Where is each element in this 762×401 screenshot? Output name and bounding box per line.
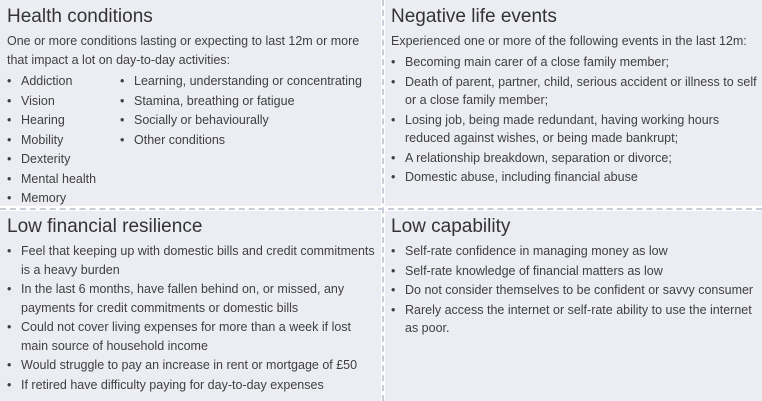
low-capability-title: Low capability xyxy=(391,216,511,237)
low-capability-list xyxy=(391,242,758,338)
list-item: • Could not cover living expenses for more than a week if lost main source of household income xyxy=(7,318,375,355)
list-item: • Do not consider themselves to be confident or savvy consumer xyxy=(391,281,758,300)
list-item: • Rarely access the internet or self-rate ability to use the internet as poor. xyxy=(391,301,758,338)
low-financial-resilience-list xyxy=(7,242,375,394)
list-item: • Memory xyxy=(7,189,120,206)
list-item: • Mobility xyxy=(7,131,120,150)
list-item: • In the last 6 months, have fallen behind on, or missed, any payments for credit commitments or domestic bills xyxy=(7,280,375,317)
low-capability-panel xyxy=(385,211,762,401)
health-conditions-columns xyxy=(7,72,375,206)
list-item: • Mental health xyxy=(7,170,120,189)
negative-life-events-list xyxy=(391,53,758,187)
list-item: • If retired have difficulty paying for day-to-day expenses xyxy=(7,376,375,395)
list-item: • Addiction xyxy=(7,72,120,91)
vertical-dashed-line xyxy=(382,0,384,401)
health-conditions-list-2 xyxy=(120,72,375,206)
low-financial-resilience-title: Low financial resilience xyxy=(7,216,203,237)
horizontal-dashed-line xyxy=(0,208,762,210)
health-conditions-list-1 xyxy=(7,72,120,206)
low-financial-resilience-panel xyxy=(0,211,381,401)
health-conditions-panel xyxy=(0,0,381,206)
negative-life-events-panel xyxy=(385,0,762,206)
list-item: • Feel that keeping up with domestic bills and credit commitments is a heavy burden xyxy=(7,242,375,279)
list-item: • Would struggle to pay an increase in rent or mortgage of £50 xyxy=(7,356,375,375)
list-item: • Vision xyxy=(7,92,120,111)
health-conditions-intro: One or more conditions lasting or expecting to last 12m or more that impact a lot on day-to-day activities: xyxy=(7,34,360,67)
list-item: • Domestic abuse, including financial abuse xyxy=(391,168,758,187)
list-item: • Other conditions xyxy=(120,131,375,150)
list-item: • Stamina, breathing or fatigue xyxy=(120,92,375,111)
list-item: • Self-rate knowledge of financial matters as low xyxy=(391,262,758,281)
list-item: • Self-rate confidence in managing money as low xyxy=(391,242,758,261)
list-item: • Hearing xyxy=(7,111,120,130)
list-item: • Dexterity xyxy=(7,150,120,169)
negative-life-events-intro: Experienced one or more of the following events in the last 12m: xyxy=(391,34,747,48)
list-item: • Learning, understanding or concentrating xyxy=(120,72,375,91)
list-item: • A relationship breakdown, separation or divorce; xyxy=(391,149,758,168)
list-item: • Death of parent, partner, child, serious accident or illness to self or a close family member; xyxy=(391,73,758,110)
list-item: • Losing job, being made redundant, having working hours reduced against wishes, or being made bankrupt; xyxy=(391,111,758,148)
health-conditions-title: Health conditions xyxy=(7,6,153,27)
negative-life-events-title: Negative life events xyxy=(391,6,557,27)
list-item: • Becoming main carer of a close family member; xyxy=(391,53,758,72)
list-item: • Socially or behaviourally xyxy=(120,111,375,130)
